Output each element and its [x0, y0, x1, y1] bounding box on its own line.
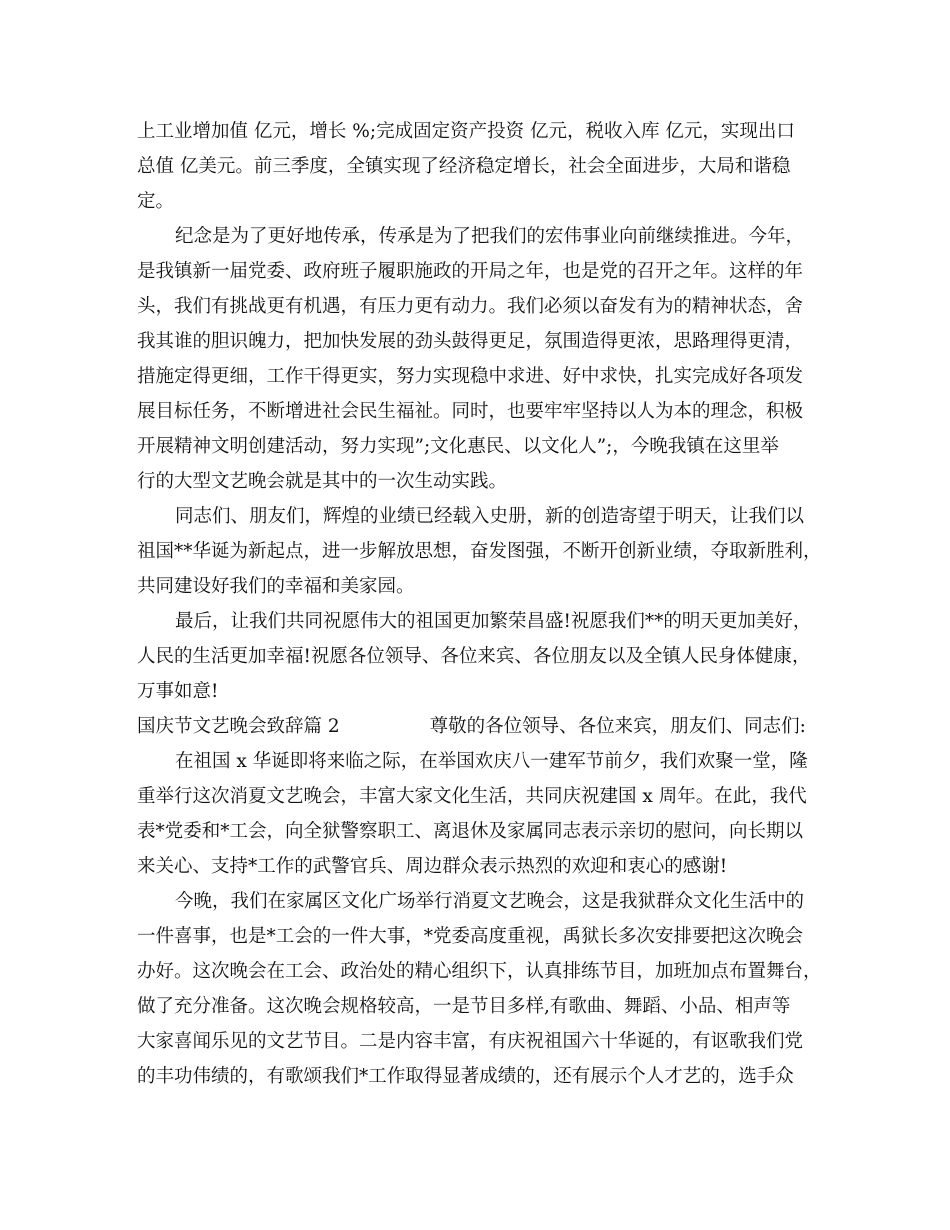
text-line: 在祖国 x 华诞即将来临之际，在举国欢庆八一建军节前夕，我们欢聚一堂，隆 [175, 751, 808, 772]
text-line: 我其谁的胆识魄力，把加快发展的劲头鼓得更足，氛围造得更浓，思路理得更清， [137, 331, 804, 352]
text-line: 同志们、朋友们，辉煌的业绩已经载入史册，新的创造寄望于明天，让我们以 [175, 506, 805, 527]
text-line: 是我镇新一届党委、政府班子履职施政的开局之年，也是党的召开之年。这样的年 [137, 261, 804, 282]
text-line: 纪念是为了更好地传承，传承是为了把我们的宏伟事业向前继续推进。今年， [175, 226, 805, 247]
section-title: 国庆节文艺晚会致辞篇 2 [137, 716, 340, 737]
text-line: 定。 [137, 191, 175, 212]
text-line: 人民的生活更加幸福!祝愿各位领导、各位来宾、各位朋友以及全镇人民身体健康， [137, 646, 811, 667]
text-line: 大家喜闻乐见的文艺节目。二是内容丰富，有庆祝祖国六十华诞的，有讴歌我们党 [137, 1031, 804, 1052]
text-line: 头，我们有挑战更有机遇，有压力更有动力。我们必须以奋发有为的精神状态，舍 [137, 296, 804, 317]
text-line: 做了充分准备。这次晚会规格较高，一是节目多样,有歌曲、舞蹈、小品、相声等 [137, 996, 791, 1017]
text-line: 共同建设好我们的幸福和美家园。 [137, 576, 415, 597]
text-line: 祖国**华诞为新起点，进一步解放思想，奋发图强，不断开创新业绩，夺取新胜利， [137, 541, 822, 562]
section-heading [137, 711, 827, 743]
text-line: 来关心、支持*工作的武警官兵、周边群众表示热烈的欢迎和衷心的感谢! [137, 856, 728, 877]
text-line: 展目标任务，不断增进社会民生福祉。同时，也要牢牢坚持以人为本的理念，积极 [137, 401, 804, 422]
text-line: 重举行这次消夏文艺晚会，丰富大家文化生活，共同庆祝建国 x 周年。在此，我代 [137, 786, 807, 807]
text-line: 今晚，我们在家属区文化广场举行消夏文艺晚会，这是我狱群众文化生活中的 [175, 891, 805, 912]
text-line: 一件喜事，也是*工会的一件大事，*党委高度重视，禹狱长多次安排要把这次晚会 [137, 926, 804, 947]
text-line: 行的大型文艺晚会就是其中的一次生动实践。 [137, 471, 508, 492]
text-line: 万事如意! [137, 681, 219, 702]
text-line: 开展精神文明创建活动，努力实现”;文化惠民、以文化人”;，今晚我镇在这里举 [137, 436, 779, 457]
text-line: 办好。这次晚会在工会、政治处的精心组织下，认真排练节目，加班加点布置舞台， [137, 961, 822, 982]
text-line: 措施定得更细，工作干得更实，努力实现稳中求进、好中求快，扎实完成好各项发 [137, 366, 804, 387]
text-line: 总值 亿美元。前三季度，全镇实现了经济稳定增长，社会全面进步，大局和谐稳 [137, 156, 791, 177]
text-line: 的丰功伟绩的，有歌颂我们*工作取得显著成绩的，还有展示个人才艺的，选手众 [137, 1066, 794, 1087]
text-line: 表*党委和*工会，向全狱警察职工、离退休及家属同志表示亲切的慰问，向长期以 [137, 821, 804, 842]
section-greeting: 尊敬的各位领导、各位来宾，朋友们、同志们: [429, 716, 806, 737]
text-line: 最后，让我们共同祝愿伟大的祖国更加繁荣昌盛!祝愿我们**的明天更加美好， [175, 611, 812, 632]
text-line: 上工业增加值 亿元，增长 %;完成固定资产投资 亿元，税收入库 亿元，实现出口 [137, 121, 795, 142]
